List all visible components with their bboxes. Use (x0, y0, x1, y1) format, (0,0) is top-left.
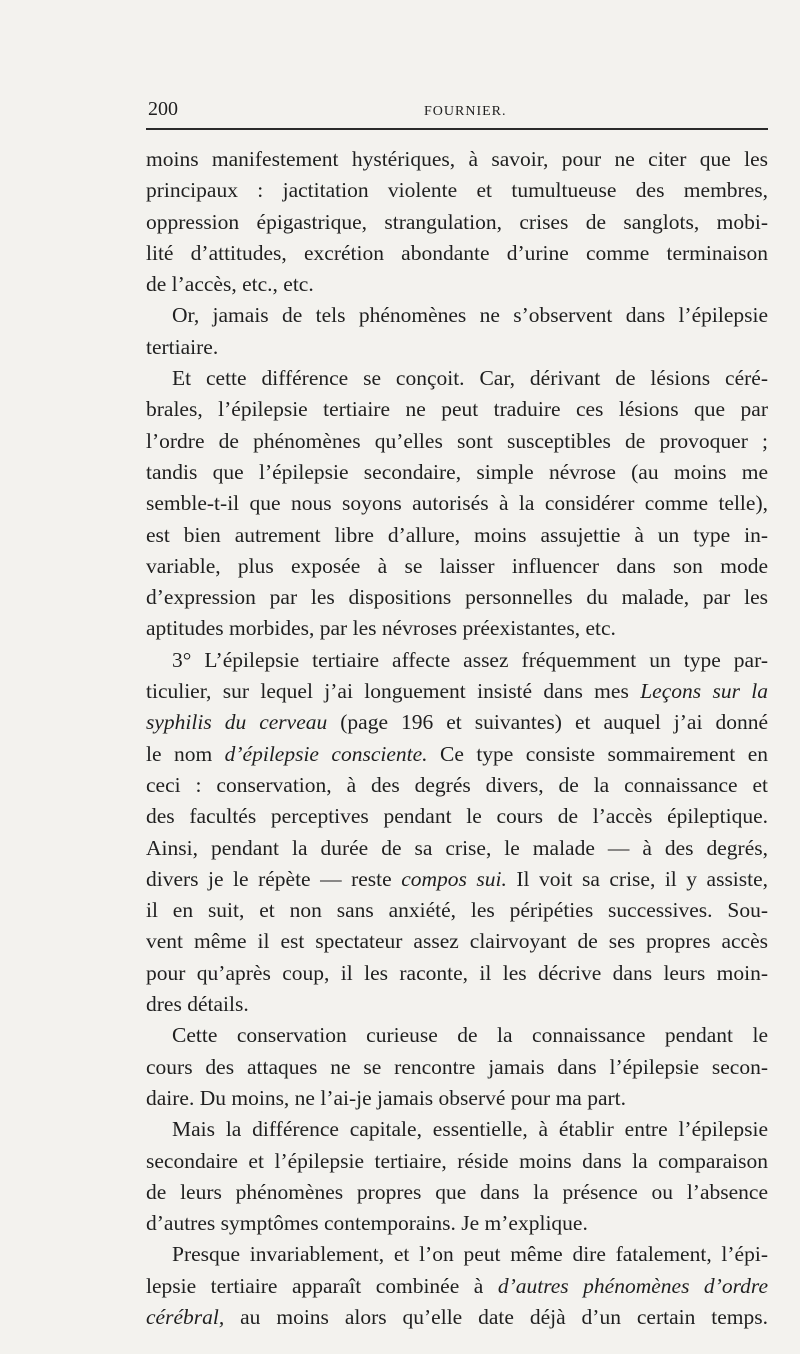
text-line: dres détails. (146, 992, 249, 1017)
text-line: aptitudes morbides, par les névroses préexistantes, etc. (146, 616, 616, 641)
text-line: d’autres symptômes contemporains. Je m’explique. (146, 1211, 588, 1236)
text-line: vent même il est spectateur assez clairvoyant de ses propres accès (146, 929, 768, 954)
text-line: l’ordre de phénomènes qu’elles sont susceptibles de provoquer ; (146, 428, 768, 453)
page-number: 200 (148, 98, 178, 120)
text-line: Mais la différence capitale, essentielle, à établir entre l’épilepsie (172, 1117, 768, 1142)
text-run: (page 196 et suivantes) et auquel j’ai donné (340, 710, 768, 735)
page-header (146, 98, 768, 128)
text-line: semble-t-il que nous soyons autorisés à la considérer comme telle), (146, 491, 768, 516)
text-line: est bien autrement libre d’allure, moins assujettie à un type in- (146, 522, 768, 547)
text-line: Presque invariablement, et l’on peut même dire fatalement, l’épi- (172, 1242, 768, 1267)
text-run: divers je le répète — reste (146, 866, 392, 891)
italic-run: cérébral, (146, 1304, 225, 1329)
text-line: Or, jamais de tels phénomènes ne s’observent dans l’épilepsie (172, 303, 768, 328)
text-line: ceci : conservation, à des degrés divers, de la connaissance et (146, 772, 768, 797)
text-line: secondaire et l’épilepsie tertiaire, réside moins dans la comparaison (146, 1148, 768, 1173)
text-run: au moins alors qu’elle date déjà d’un certain temps. (240, 1304, 769, 1329)
text-run: Ce type consiste sommairement en (439, 741, 769, 766)
text-line: il en suit, et non sans anxiété, les péripéties successives. Sou- (146, 898, 768, 923)
text-line: principaux : jactitation violente et tumultueuse des membres, (146, 178, 768, 203)
text-line: variable, plus exposée à se laisser influencer dans son mode (146, 553, 768, 578)
italic-run: d’épilepsie consciente. (224, 741, 428, 766)
text-run: le nom (146, 741, 213, 766)
header-rule (146, 128, 768, 130)
body-text (146, 144, 768, 1333)
text-line: tertiaire. (146, 334, 219, 359)
text-line: de leurs phénomènes propres que dans la présence ou l’absence (146, 1179, 768, 1204)
text-line: Cette conservation curieuse de la connaissance pendant le (172, 1023, 768, 1048)
text-run: Il voit sa crise, il y assiste, (516, 866, 769, 891)
text-line (146, 1302, 768, 1333)
text-line: d’expression par les dispositions personnelles du malade, par les (146, 585, 768, 610)
text-line: Ainsi, pendant la durée de sa crise, le malade — à des degrés, (146, 835, 768, 860)
text-line: daire. Du moins, ne l’ai-je jamais observé pour ma part. (146, 1085, 627, 1110)
running-head: FOURNIER. (424, 104, 507, 119)
text-line: brales, l’épilepsie tertiaire ne peut traduire ces lésions que par (146, 397, 768, 422)
text-line: des facultés perceptives pendant le cours de l’accès épileptique. (146, 804, 768, 829)
text-run: ticulier, sur lequel j’ai longuement insisté dans mes (146, 679, 629, 704)
text-line (146, 864, 768, 895)
text-line: pour qu’après coup, il les raconte, il les décrive dans leurs moin- (146, 960, 768, 985)
text-line (146, 676, 768, 707)
text-line: oppression épigastrique, strangulation, crises de sanglots, mobi- (146, 209, 768, 234)
italic-run: compos sui. (401, 866, 507, 891)
text-run: lepsie tertiaire apparaît combinée à (146, 1273, 484, 1298)
text-line: moins manifestement hystériques, à savoir, pour ne citer que les (146, 147, 768, 171)
text-line: Et cette différence se conçoit. Car, dérivant de lésions céré- (172, 366, 768, 391)
text-line (146, 739, 768, 770)
italic-run: d’autres phénomènes d’ordre (497, 1273, 769, 1298)
text-line: cours des attaques ne se rencontre jamais dans l’épilepsie secon- (146, 1054, 768, 1079)
italic-run: syphilis du cerveau (146, 710, 328, 735)
italic-run: Leçons sur la (640, 679, 769, 704)
text-line: de l’accès, etc., etc. (146, 272, 314, 297)
text-line (146, 707, 768, 738)
text-line: 3° L’épilepsie tertiaire affecte assez fréquemment un type par- (172, 647, 768, 672)
text-line (146, 1271, 768, 1302)
text-line: tandis que l’épilepsie secondaire, simple névrose (au moins me (146, 459, 768, 484)
text-line: lité d’attitudes, excrétion abondante d’urine comme terminaison (146, 240, 768, 265)
